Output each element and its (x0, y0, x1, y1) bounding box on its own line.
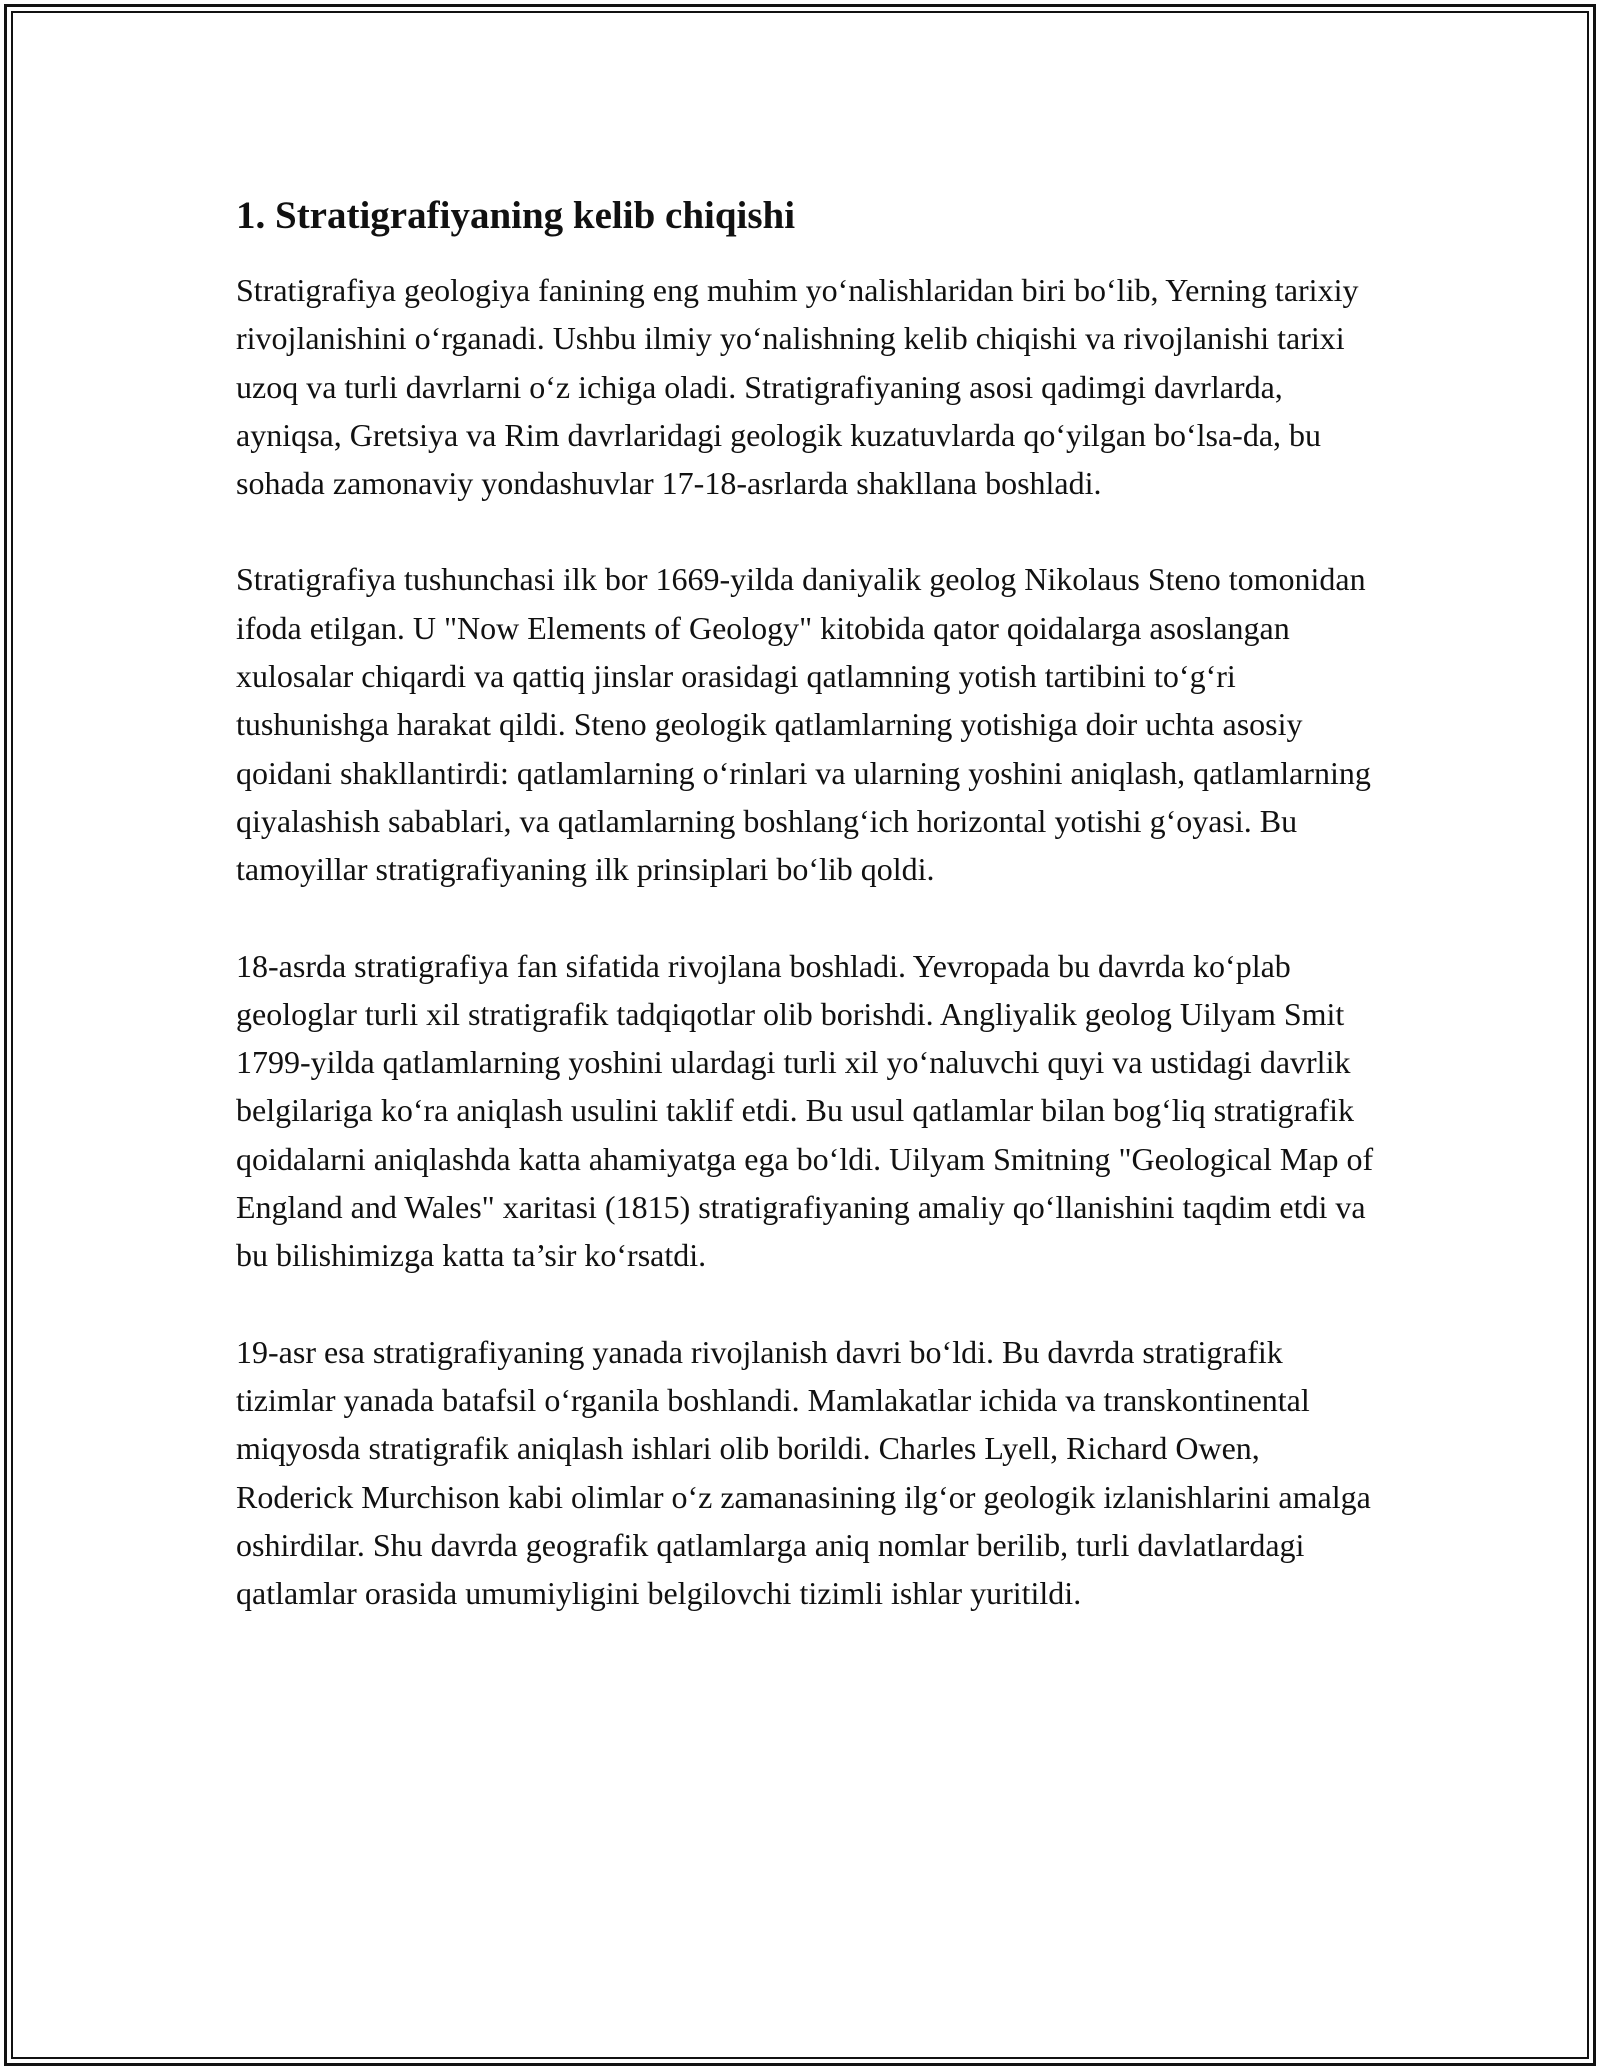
paragraph-4: 19-asr esa stratigrafiyaning yanada rivojlanish davri bo‘ldi. Bu davrda stratigrafik tizimlar yanada batafsil o‘rganila boshlandi. Mamlakatlar ichida va transkontinental miqyosda stratigrafik aniqlash ishlari olib borildi. Charles Lyell, Richard Owen, Roderick Murchison kabi olimlar o‘z zamanasining ilg‘or geologik izlanishlarini amalga oshirdilar. Shu davrda geografik qatlamlarga aniq nomlar berilib, turli davlatlardagi qatlamlar orasida umumiyligini belgilovchi tizimli ishlar yuritildi. (236, 1333, 1371, 1612)
paragraph-2: Stratigrafiya tushunchasi ilk bor 1669-yilda daniyalik geolog Nikolaus Steno tomonidan ifoda etilgan. U "Now Elements of Geology" kitobida qator qoidalarga asoslangan xulosalar chiqardi va qattiq jinslar orasidagi qatlamning yotish tartibini to‘g‘ri tushunishga harakat qildi. Steno geologik qatlamlarning yotishiga doir uchta asosiy qoidani shakllantirdi: qatlamlarning o‘rinlari va ularning yoshini aniqlash, qatlamlarning qiyalashish sabablari, va qatlamlarning boshlang‘ich horizontal yotishi g‘oyasi. Bu tamoyillar stratigrafiyaning ilk prinsiplari bo‘lib qoldi. (236, 561, 1371, 888)
paragraph-1: Stratigrafiya geologiya fanining eng muhim yo‘nalishlaridan biri bo‘lib, Yerning tarixiy rivojlanishini o‘rganadi. Ushbu ilmiy yo‘nalishning kelib chiqishi va rivojlanishi tarixi uzoq va turli davrlarni o‘z ichiga oladi. Stratigrafiyaning asosi qadimgi davrlarda, ayniqsa, Gretsiya va Rim davrlaridagi geologik kuzatuvlarda qo‘yilgan bo‘lsa-da, bu sohada zamonaviy yondashuvlar 17-18-asrlarda shakllana boshladi. (236, 272, 1359, 502)
paragraph-3: 18-asrda stratigrafiya fan sifatida rivojlana boshladi. Yevropada bu davrda ko‘plab geologlar turli xil stratigrafik tadqiqotlar olib borishdi. Angliyalik geolog Uilyam Smit 1799-yilda qatlamlarning yoshini ulardagi turli xil yo‘naluvchi quyi va ustidagi davrlik belgilariga ko‘ra aniqlash usulini taklif etdi. Bu usul qatlamlar bilan bog‘liq stratigrafik qoidalarni aniqlashda katta ahamiyatga ega bo‘ldi. Uilyam Smitning "Geological Map of England and Wales" xaritasi (1815) stratigrafiyaning amaliy qo‘llanishini taqdim etdi va bu bilishimizga katta ta’sir ko‘rsatdi. (236, 947, 1374, 1274)
document-body (236, 188, 1376, 1617)
section-heading: 1. Stratigrafiyaning kelib chiqishi (236, 194, 796, 237)
